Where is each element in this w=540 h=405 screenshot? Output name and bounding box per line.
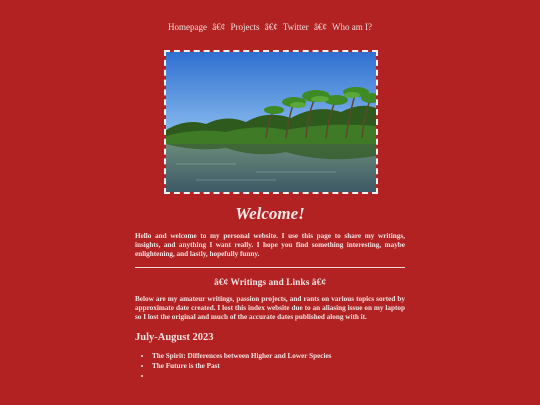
nav-twitter[interactable]: Twitter: [282, 22, 309, 32]
intro-paragraph: Hello and welcome to my personal website. I use this page to share my writings, insights, and anything I want really. I hope you find something interesting, maybe enlightening, and lastly, hopefully funny.: [135, 232, 405, 258]
divider: [135, 267, 405, 268]
nav-who-am-i[interactable]: Who am I?: [332, 22, 373, 32]
top-nav: [0, 22, 540, 32]
main-content: [135, 204, 405, 381]
nav-separator: â€¢: [313, 22, 327, 32]
writing-link[interactable]: The Future is the Past: [152, 362, 220, 370]
writings-list: [135, 351, 405, 381]
lagoon-palm-trees-picture: [166, 52, 376, 192]
list-item: [152, 351, 405, 361]
nav-homepage[interactable]: Homepage: [167, 22, 207, 32]
nav-projects[interactable]: Projects: [230, 22, 260, 32]
nav-separator: â€¢: [212, 22, 226, 32]
list-item: [152, 371, 405, 381]
nav-separator: â€¢: [264, 22, 278, 32]
section-title: July-August 2023: [135, 332, 214, 343]
hero-image: [164, 50, 378, 194]
writings-description: Below are my amateur writings, passion projects, and rants on various topics sorted by approximate date created. I lost this index website due to an aliasing issue on my laptop so I lost the original and much of the accurate dates published along with it.: [135, 295, 405, 321]
writing-link[interactable]: The Spirit: Differences between Higher and Lower Species: [152, 352, 332, 360]
list-item: [152, 361, 405, 371]
writings-heading: â€¢ Writings and Links â€¢: [213, 278, 327, 288]
welcome-title: Welcome!: [235, 204, 305, 223]
